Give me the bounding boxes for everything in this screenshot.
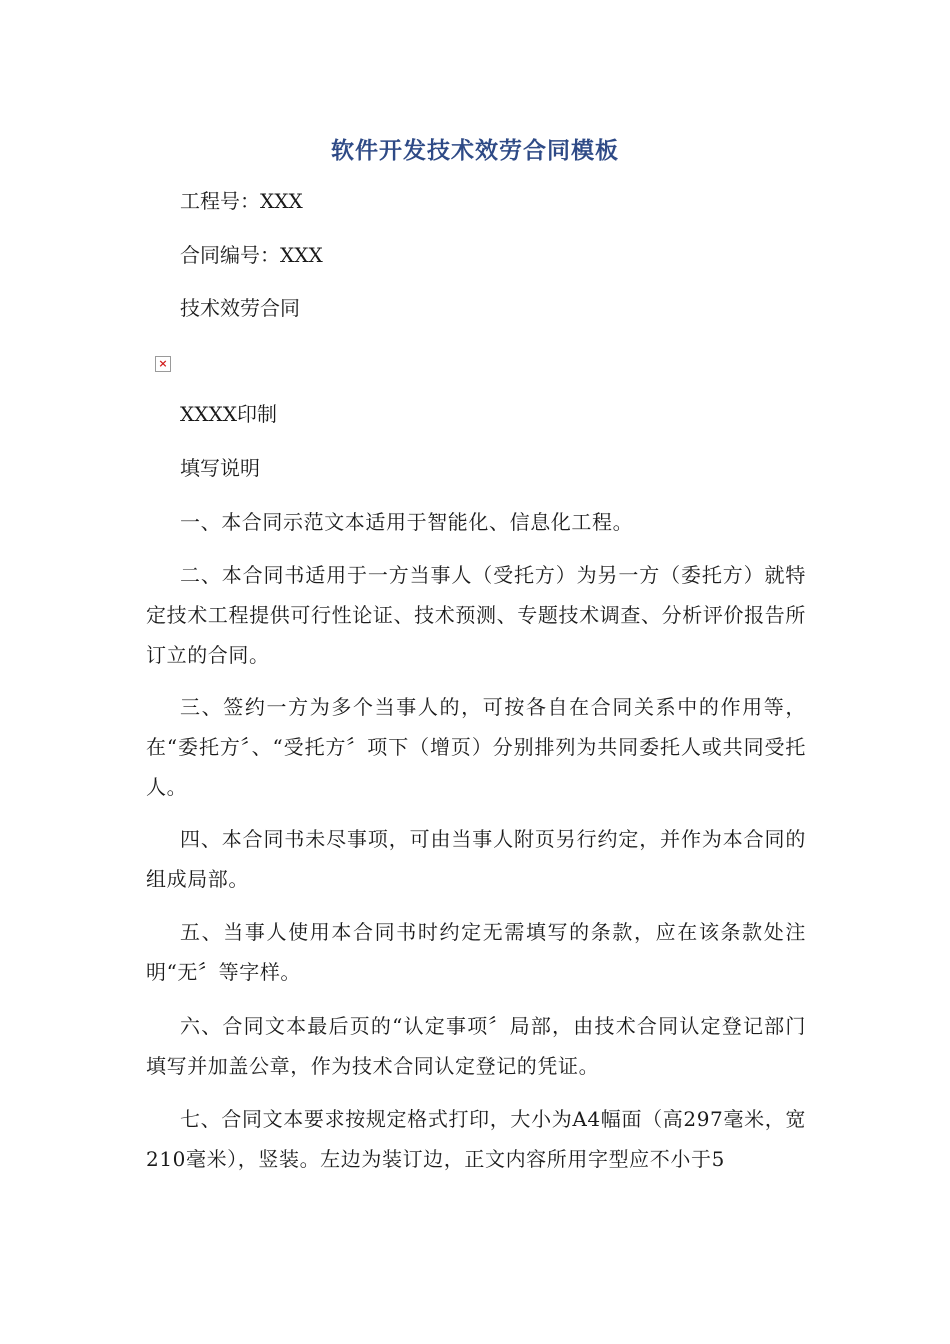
instruction-item-7: 七、合同文本要求按规定格式打印，大小为A4幅面（高297毫米，宽210毫米），竖装。左边为装订边，正文内容所用字型应不小于5	[146, 1107, 806, 1171]
project-number: 工程号：XXX	[180, 189, 303, 213]
instructions-heading: 填写说明	[180, 456, 260, 480]
broken-image-icon: ×	[155, 356, 171, 372]
printer-line: XXXX印制	[180, 402, 277, 426]
contract-number: 合同编号：XXX	[180, 243, 323, 267]
instruction-item-4: 四、本合同书未尽事项，可由当事人附页另行约定，并作为本合同的组成局部。	[146, 827, 806, 891]
instruction-item-3: 三、签约一方为多个当事人的，可按各自在合同关系中的作用等，在“委托方〞、“受托方〞项下（增页）分别排列为共同委托人或共同受托人。	[146, 695, 806, 799]
contract-type: 技术效劳合同	[180, 296, 300, 320]
document-title: 软件开发技术效劳合同模板	[331, 138, 619, 164]
instruction-item-2: 二、本合同书适用于一方当事人（受托方）为另一方（委托方）就特定技术工程提供可行性论证、技术预测、专题技术调查、分析评价报告所订立的合同。	[146, 563, 806, 667]
instruction-item-5: 五、当事人使用本合同书时约定无需填写的条款，应在该条款处注明“无〞等字样。	[146, 920, 806, 984]
instruction-item-6: 六、合同文本最后页的“认定事项〞局部，由技术合同认定登记部门填写并加盖公章，作为技术合同认定登记的凭证。	[146, 1014, 806, 1078]
instruction-item-1: 一、本合同示范文本适用于智能化、信息化工程。	[180, 510, 634, 534]
